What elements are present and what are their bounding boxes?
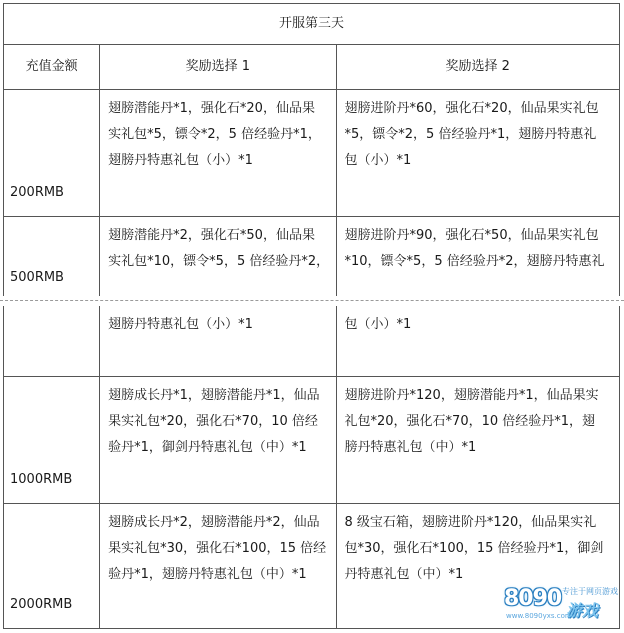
header-row <box>4 45 620 90</box>
reward-line: 8 级宝石箱，翅膀进阶丹*120，仙品果实礼 <box>344 515 597 530</box>
reward-line: 翅膀丹特惠礼包（小）*1 <box>108 317 253 332</box>
reward-line: 包（小）*1 <box>344 153 412 168</box>
reward-1-cell <box>100 90 336 217</box>
table-title: 开服第三天 <box>4 4 620 45</box>
reward-line: 翅膀成长丹*1，翅膀潜能丹*1，仙品 <box>108 388 320 403</box>
page-break-divider <box>0 300 624 301</box>
title-row <box>4 4 620 45</box>
reward-line: 翅膀潜能丹*1，强化石*20，仙品果 <box>108 101 315 116</box>
reward-line: *5，镖令*2，5 倍经验丹*1，翅膀丹特惠礼 <box>344 127 597 142</box>
watermark-number: 8090 <box>504 586 562 611</box>
amount-cell: 1000RMB <box>4 377 100 504</box>
table-row <box>4 90 620 217</box>
reward-line: 实礼包*5，镖令*2，5 倍经验丹*1， <box>108 127 321 142</box>
reward-2-cell <box>336 302 619 377</box>
reward-line: 翅膀潜能丹*2，强化石*50，仙品果 <box>108 228 315 243</box>
reward-line: 验丹*1，翅膀丹特惠礼包（中）*1 <box>108 567 307 582</box>
reward-line: 果实礼包*30，强化石*100，15 倍经 <box>108 541 327 556</box>
reward-line: *10，镖令*5，5 倍经验丹*2，翅膀丹特惠礼 <box>344 254 605 269</box>
reward-2-cell <box>336 217 619 302</box>
page-break-gap <box>0 296 624 306</box>
reward-line: 果实礼包*20，强化石*70，10 倍经 <box>108 414 318 429</box>
reward-2-cell <box>336 377 619 504</box>
reward-1-cell <box>100 377 336 504</box>
watermark-tagline: 专注于网页游戏 <box>562 587 618 596</box>
site-watermark-logo <box>504 582 622 628</box>
reward-1-cell <box>100 504 336 629</box>
reward-line: 礼包*20，强化石*70，10 倍经验丹*1，翅 <box>344 414 596 429</box>
table-row-continued <box>4 302 620 377</box>
reward-line: 翅膀成长丹*2，翅膀潜能丹*2，仙品 <box>108 515 320 530</box>
amount-cell: 2000RMB <box>4 504 100 629</box>
reward-1-cell <box>100 302 336 377</box>
reward-1-cell <box>100 217 336 302</box>
watermark-art: 游戏 <box>566 601 599 620</box>
reward-line: 翅膀进阶丹*60，强化石*20，仙品果实礼包 <box>344 101 599 116</box>
amount-cell: 500RMB <box>4 217 100 302</box>
watermark-url: www.8090yxs.com <box>506 612 572 620</box>
reward-line: 翅膀进阶丹*90，强化石*50，仙品果实礼包 <box>344 228 599 243</box>
reward-line: 包*30，强化石*100，15 倍经验丹*1，御剑 <box>344 541 604 556</box>
reward-line: 验丹*1，御剑丹特惠礼包（中）*1 <box>108 440 307 455</box>
amount-cell: 200RMB <box>4 90 100 217</box>
header-reward-2: 奖励选择 2 <box>336 45 619 90</box>
reward-line: 包（小）*1 <box>344 317 412 332</box>
reward-line: 丹特惠礼包（中）*1 <box>344 567 464 582</box>
reward-table <box>3 3 620 629</box>
reward-line: 膀丹特惠礼包（中）*1 <box>344 440 477 455</box>
table-row <box>4 217 620 302</box>
header-amount: 充值金额 <box>4 45 100 90</box>
reward-line: 翅膀丹特惠礼包（小）*1 <box>108 153 253 168</box>
reward-line: 实礼包*10，镖令*5，5 倍经验丹*2， <box>108 254 330 269</box>
table-row <box>4 377 620 504</box>
amount-cell <box>4 302 100 377</box>
reward-2-cell <box>336 90 619 217</box>
reward-line: 翅膀进阶丹*120，翅膀潜能丹*1，仙品果实 <box>344 388 599 403</box>
header-reward-1: 奖励选择 1 <box>100 45 336 90</box>
